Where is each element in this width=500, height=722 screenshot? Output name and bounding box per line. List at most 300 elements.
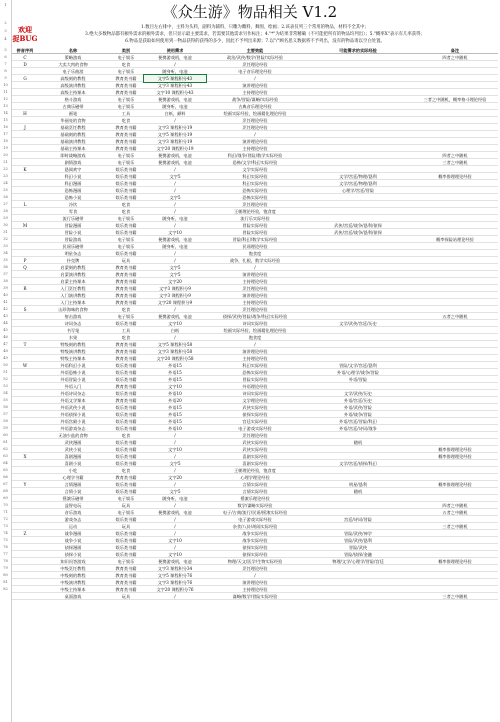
table-cell[interactable]: 桌面游戏: [64, 594, 82, 599]
table-cell[interactable]: 启蒙主持课本: [60, 279, 86, 284]
table-cell[interactable]: 教育类书籍: [115, 265, 137, 270]
table-cell[interactable]: [12, 159, 38, 166]
table-cell[interactable]: 文学理论经验: [242, 398, 268, 403]
table-cell[interactable]: 特级刻的教程: [60, 342, 86, 347]
table-cell[interactable]: /: [174, 188, 176, 193]
table-cell[interactable]: 电子娱乐: [117, 216, 135, 221]
row-number[interactable]: 16: [3, 125, 8, 129]
table-cell[interactable]: [412, 432, 498, 439]
table-cell[interactable]: /: [174, 454, 176, 459]
table-cell[interactable]: 随机: [353, 489, 363, 494]
table-cell[interactable]: [412, 117, 498, 124]
table-cell[interactable]: [304, 341, 412, 348]
table-cell[interactable]: [304, 446, 412, 453]
table-cell[interactable]: 王朝理论经验，饱食度: [234, 468, 276, 473]
table-cell[interactable]: 民谣理论经验: [242, 244, 268, 249]
table-cell[interactable]: 王朝理论经验，饱食度: [234, 209, 276, 214]
table-cell[interactable]: 吃食: [121, 118, 131, 123]
table-cell[interactable]: 心理学/宫廷/冒险: [341, 188, 375, 193]
table-cell[interactable]: 绘画实际经验，绘画精化理论经验: [223, 111, 287, 116]
table-cell[interactable]: 冒险漫画: [64, 223, 82, 228]
table-cell[interactable]: 教育类书籍: [115, 132, 137, 137]
table-cell[interactable]: 摇滚乐理论经验: [240, 496, 270, 501]
table-cell[interactable]: [412, 180, 498, 187]
table-cell[interactable]: [12, 89, 38, 96]
table-cell[interactable]: [12, 565, 38, 572]
row-number[interactable]: 8: [4, 69, 7, 73]
table-cell[interactable]: P: [23, 258, 27, 263]
table-cell[interactable]: [412, 145, 498, 152]
table-cell[interactable]: [304, 138, 412, 145]
table-cell[interactable]: 白纸，颜料: [164, 111, 186, 116]
table-cell[interactable]: 外语15: [168, 363, 182, 368]
table-cell[interactable]: 工具: [121, 328, 131, 333]
table-cell[interactable]: 武侠小说: [64, 447, 82, 452]
table-cell[interactable]: 娱乐类书籍: [115, 545, 137, 550]
row-number[interactable]: 7: [4, 62, 7, 66]
table-cell[interactable]: 概率推理理论经验: [438, 447, 472, 452]
table-cell[interactable]: 喜剧实际经验: [242, 454, 268, 459]
table-cell[interactable]: 娱乐类书籍: [115, 230, 137, 235]
table-cell[interactable]: /: [174, 503, 176, 508]
table-cell[interactable]: M: [22, 223, 28, 228]
table-cell[interactable]: [304, 75, 412, 82]
row-number[interactable]: 23: [3, 174, 8, 178]
table-cell[interactable]: 科幻漫画: [64, 181, 82, 186]
table-cell[interactable]: [12, 180, 38, 187]
table-cell[interactable]: [412, 362, 498, 369]
row-number[interactable]: 43: [3, 314, 8, 318]
table-cell[interactable]: 饱食度: [248, 251, 262, 256]
table-cell[interactable]: 策略游戏: [64, 55, 82, 60]
table-cell[interactable]: 入门演讲教程: [60, 293, 86, 298]
table-cell[interactable]: 侦探漫画: [64, 545, 82, 550]
table-cell[interactable]: 文字5: [169, 489, 181, 494]
table-cell[interactable]: 文字5: [169, 195, 181, 200]
table-cell[interactable]: 绘画实际经验，绘画精化理论经验: [223, 328, 287, 333]
table-cell[interactable]: 电子音乐理论经验: [238, 69, 272, 74]
table-cell[interactable]: 概率推理理论经验: [438, 454, 472, 459]
table-cell[interactable]: 心理学理论经验: [240, 475, 270, 480]
table-cell[interactable]: [412, 460, 498, 467]
table-cell[interactable]: 外语/宫廷/历史: [344, 398, 372, 403]
row-number[interactable]: 78: [3, 559, 8, 563]
table-cell[interactable]: 冒险游戏: [64, 237, 82, 242]
table-cell[interactable]: 书写笔: [66, 328, 80, 333]
table-cell[interactable]: [12, 425, 38, 432]
row-number[interactable]: 47: [3, 342, 8, 346]
table-cell[interactable]: 知识问答游戏: [60, 559, 86, 564]
table-cell[interactable]: 战争实际经验: [242, 531, 268, 536]
table-cell[interactable]: 教育类书籍: [115, 300, 137, 305]
table-cell[interactable]: 科幻/战争/冒险/数学实际经验: [227, 153, 283, 158]
table-cell[interactable]: 扑克牌: [66, 258, 80, 263]
table-cell[interactable]: G: [23, 76, 27, 81]
table-cell[interactable]: 外语武侠小说: [60, 405, 86, 410]
table-cell[interactable]: 外语/武侠/冒险: [344, 405, 372, 410]
table-cell[interactable]: 主持理论经验: [242, 300, 268, 305]
table-cell[interactable]: [412, 271, 498, 278]
table-cell[interactable]: 喜剧小说: [64, 461, 82, 466]
table-cell[interactable]: 武侠漫画: [64, 440, 82, 445]
table-cell[interactable]: 教育类书籍: [115, 566, 137, 571]
table-cell[interactable]: 演讲理论经验: [242, 580, 268, 585]
table-cell[interactable]: [412, 404, 498, 411]
row-number[interactable]: 22: [3, 167, 8, 171]
table-cell[interactable]: 物理/文学/心理学/冒险/宫廷: [332, 559, 384, 564]
table-cell[interactable]: [412, 320, 498, 327]
table-cell[interactable]: 教育类书籍: [115, 146, 137, 151]
table-cell[interactable]: 教育类书籍: [115, 83, 137, 88]
table-cell[interactable]: [412, 327, 498, 334]
table-cell[interactable]: 烹饪理论经验: [242, 566, 268, 571]
table-cell[interactable]: 教育类书籍: [115, 580, 137, 585]
table-cell[interactable]: [412, 208, 498, 215]
row-number[interactable]: 41: [3, 300, 8, 304]
table-cell[interactable]: K: [23, 167, 27, 172]
table-cell[interactable]: 便携游戏机，电池: [158, 55, 192, 60]
table-cell[interactable]: [12, 334, 38, 341]
table-cell[interactable]: [412, 579, 498, 586]
table-cell[interactable]: 外语10: [168, 391, 182, 396]
row-number[interactable]: 55: [3, 398, 8, 402]
table-cell[interactable]: 玩具: [121, 503, 131, 508]
table-cell[interactable]: [12, 187, 38, 194]
table-cell[interactable]: [304, 201, 412, 208]
table-cell[interactable]: 摇滚乐磁带: [62, 496, 84, 501]
table-cell[interactable]: [12, 446, 38, 453]
table-cell[interactable]: [304, 145, 412, 152]
table-cell[interactable]: 文学/宫廷/物理/悬利: [339, 174, 377, 179]
table-cell[interactable]: 烹饪理论经验: [242, 62, 268, 67]
table-cell[interactable]: [12, 411, 38, 418]
table-cell[interactable]: 饱食度: [248, 335, 262, 340]
table-cell[interactable]: 玩具: [121, 524, 131, 529]
table-cell[interactable]: 基础演讲教程: [60, 139, 86, 144]
table-cell[interactable]: 随身听，电池: [162, 216, 188, 221]
table-cell[interactable]: 战争实际经验: [242, 538, 268, 543]
table-cell[interactable]: [12, 544, 38, 551]
table-cell[interactable]: [304, 565, 412, 572]
table-cell[interactable]: 冒险/侦探/金融: [344, 552, 372, 557]
table-cell[interactable]: 教育类书籍: [115, 293, 137, 298]
table-cell[interactable]: 外语15: [168, 419, 182, 424]
table-cell[interactable]: [12, 194, 38, 201]
row-number[interactable]: 57: [3, 412, 8, 416]
table-cell[interactable]: [304, 68, 412, 75]
row-number[interactable]: 11: [3, 90, 8, 94]
table-cell[interactable]: 入门烹饪教程: [60, 286, 86, 291]
row-number[interactable]: 42: [3, 307, 8, 311]
table-cell[interactable]: 主持理论经验: [242, 279, 268, 284]
row-number[interactable]: 21: [3, 160, 8, 164]
table-cell[interactable]: 民谣乐磁带: [62, 244, 84, 249]
table-cell[interactable]: [304, 124, 412, 131]
table-cell[interactable]: [12, 348, 38, 355]
table-cell[interactable]: [12, 68, 38, 75]
table-cell[interactable]: 随身听，电池: [162, 496, 188, 501]
table-cell[interactable]: 文字3 课程积分19: [157, 139, 193, 144]
table-cell[interactable]: 山珍海味的食物: [58, 307, 88, 312]
row-number[interactable]: 38: [3, 279, 8, 283]
table-cell[interactable]: /: [174, 531, 176, 536]
table-cell[interactable]: 演讲理论经验: [242, 293, 268, 298]
col-header[interactable]: 名称: [68, 48, 78, 53]
table-cell[interactable]: 明星杂志: [64, 251, 82, 256]
table-cell[interactable]: /: [174, 307, 176, 312]
table-cell[interactable]: [412, 138, 498, 145]
row-number[interactable]: 2: [4, 21, 7, 25]
table-cell[interactable]: 演讲理论经验: [242, 349, 268, 354]
row-number[interactable]: 27: [3, 202, 8, 206]
table-cell[interactable]: 文字3 课程积分58: [157, 349, 193, 354]
table-cell[interactable]: 外语游戏杂志: [60, 426, 86, 431]
table-cell[interactable]: 宫廷/诗词/冒险: [344, 517, 372, 522]
table-cell[interactable]: /: [174, 223, 176, 228]
row-number[interactable]: 54: [3, 391, 8, 395]
table-cell[interactable]: [12, 236, 38, 243]
table-cell[interactable]: 高级主持课本: [60, 90, 86, 95]
table-cell[interactable]: 古典乐磁带: [62, 104, 84, 109]
table-cell[interactable]: 文字10: [168, 538, 182, 543]
table-cell[interactable]: [412, 187, 498, 194]
table-cell[interactable]: 宫廷实际经验: [242, 419, 268, 424]
table-cell[interactable]: 冒险小说: [64, 230, 82, 235]
table-cell[interactable]: 战争小说: [64, 538, 82, 543]
table-cell[interactable]: [304, 215, 412, 222]
table-cell[interactable]: 水果: [68, 335, 78, 340]
table-cell[interactable]: [12, 313, 38, 320]
table-cell[interactable]: [12, 502, 38, 509]
table-cell[interactable]: 教育类书籍: [115, 286, 137, 291]
table-cell[interactable]: [304, 348, 412, 355]
table-cell[interactable]: 娱乐类书籍: [115, 363, 137, 368]
table-cell[interactable]: 文字20 课程积分19: [156, 146, 194, 151]
table-cell[interactable]: [12, 439, 38, 446]
row-number[interactable]: 40: [3, 293, 8, 297]
table-cell[interactable]: 文字5 课程积分43: [144, 75, 206, 82]
table-cell[interactable]: 小吃: [68, 468, 78, 473]
table-cell[interactable]: 战争，扎根，数学实际经验: [229, 258, 281, 263]
table-cell[interactable]: [12, 509, 38, 516]
table-cell[interactable]: [412, 229, 498, 236]
table-cell[interactable]: 冒险实际经验: [242, 230, 268, 235]
table-cell[interactable]: [304, 502, 412, 509]
row-number[interactable]: 29: [3, 216, 8, 220]
table-cell[interactable]: 娱乐类书籍: [115, 552, 137, 557]
table-cell[interactable]: 高级刻的教程: [60, 76, 86, 81]
table-cell[interactable]: [412, 439, 498, 446]
row-number[interactable]: 56: [3, 405, 8, 409]
col-header[interactable]: 类别: [121, 48, 131, 53]
table-cell[interactable]: /: [174, 524, 176, 529]
table-cell[interactable]: [412, 544, 498, 551]
table-cell[interactable]: R: [23, 286, 27, 291]
row-number[interactable]: 46: [3, 335, 8, 339]
table-cell[interactable]: [412, 411, 498, 418]
table-cell[interactable]: [412, 355, 498, 362]
table-cell[interactable]: 五者之中随机: [442, 314, 468, 319]
row-number[interactable]: 74: [3, 531, 8, 535]
table-cell[interactable]: [12, 173, 38, 180]
table-cell[interactable]: 启蒙演讲教程: [60, 272, 86, 277]
table-cell[interactable]: [304, 257, 412, 264]
table-cell[interactable]: 古典音乐理论经验: [238, 104, 272, 109]
table-cell[interactable]: 吃食: [121, 202, 131, 207]
row-number[interactable]: 49: [3, 356, 8, 360]
row-number[interactable]: 20: [3, 153, 8, 157]
row-number[interactable]: 17: [3, 132, 8, 136]
table-cell[interactable]: [12, 397, 38, 404]
table-cell[interactable]: [304, 194, 412, 201]
table-cell[interactable]: [412, 516, 498, 523]
table-cell[interactable]: 恐怖小说: [64, 195, 82, 200]
table-cell[interactable]: 外语10: [168, 426, 182, 431]
table-cell[interactable]: 特级演讲教程: [60, 349, 86, 354]
table-cell[interactable]: 电子游戏实际经验: [238, 426, 272, 431]
table-cell[interactable]: 娱乐类书籍: [115, 412, 137, 417]
table-cell[interactable]: [412, 334, 498, 341]
table-cell[interactable]: [304, 54, 412, 61]
table-cell[interactable]: 主持理论经验: [242, 356, 268, 361]
table-cell[interactable]: 主持理论经验: [242, 90, 268, 95]
table-cell[interactable]: [12, 404, 38, 411]
table-cell[interactable]: [304, 299, 412, 306]
table-cell[interactable]: 娱乐类书籍: [115, 489, 137, 494]
table-cell[interactable]: [304, 278, 412, 285]
table-cell[interactable]: 益智电玩: [64, 503, 82, 508]
table-cell[interactable]: [412, 250, 498, 257]
table-cell[interactable]: 便携游戏机，电池: [158, 559, 192, 564]
table-cell[interactable]: [412, 474, 498, 481]
table-cell[interactable]: 侦探实际经验: [242, 412, 268, 417]
table-cell[interactable]: 文字5: [169, 174, 181, 179]
table-cell[interactable]: 科幻实际经验: [242, 181, 268, 186]
table-cell[interactable]: 玩具: [121, 258, 131, 263]
row-number[interactable]: 75: [3, 538, 8, 542]
table-cell[interactable]: [304, 327, 412, 334]
table-cell[interactable]: 烹饪理论经验: [242, 118, 268, 123]
row-number[interactable]: 26: [3, 195, 8, 199]
table-cell[interactable]: 外语理论经验: [242, 384, 268, 389]
table-cell[interactable]: 电子/古典/流行/民谣/摇滚实际经验: [222, 510, 288, 515]
table-cell[interactable]: [412, 222, 498, 229]
table-cell[interactable]: 娱乐类书籍: [115, 181, 137, 186]
table-cell[interactable]: [12, 474, 38, 481]
table-cell[interactable]: 大卖大肉的食物: [58, 62, 88, 67]
table-cell[interactable]: 电子乐曲游: [62, 69, 84, 74]
table-cell[interactable]: 外语/心理学/战争/冒险: [337, 370, 379, 375]
row-number[interactable]: 35: [3, 258, 8, 262]
table-cell[interactable]: [304, 208, 412, 215]
table-cell[interactable]: 恐怖实际经验: [242, 188, 268, 193]
table-cell[interactable]: 电子娱乐: [117, 97, 135, 102]
table-cell[interactable]: 零食: [68, 209, 78, 214]
table-cell[interactable]: [412, 68, 498, 75]
table-cell[interactable]: 喜剧实际经验: [242, 461, 268, 466]
row-number[interactable]: 66: [3, 475, 8, 479]
table-cell[interactable]: 游戏杂志: [64, 517, 82, 522]
table-cell[interactable]: 外语15: [168, 370, 182, 375]
table-cell[interactable]: /: [174, 594, 176, 599]
table-cell[interactable]: 文字5 课程积分58: [157, 342, 193, 347]
table-cell[interactable]: 武侠实际经验: [242, 447, 268, 452]
table-cell[interactable]: [12, 551, 38, 558]
table-cell[interactable]: /: [174, 202, 176, 207]
table-cell[interactable]: 教育类书籍: [115, 384, 137, 389]
table-cell[interactable]: /: [174, 433, 176, 438]
table-cell[interactable]: 文字3 课程积分34: [157, 566, 193, 571]
table-cell[interactable]: /: [174, 209, 176, 214]
table-cell[interactable]: 教育类书籍: [115, 139, 137, 144]
table-cell[interactable]: [412, 103, 498, 110]
table-cell[interactable]: 文学/武侠/历史: [344, 391, 372, 396]
table-cell[interactable]: 烹饪理论经验: [242, 307, 268, 312]
row-number[interactable]: 4: [4, 37, 7, 41]
table-cell[interactable]: 烹饪理论经验: [242, 202, 268, 207]
row-number[interactable]: 24: [3, 181, 8, 185]
table-cell[interactable]: 教育类书籍: [115, 342, 137, 347]
table-cell[interactable]: 概率推理理论经验: [438, 482, 472, 487]
row-number[interactable]: 30: [3, 223, 8, 227]
table-cell[interactable]: 悬阅欢字: [64, 167, 82, 172]
table-cell[interactable]: [412, 194, 498, 201]
table-cell[interactable]: 烹饪理论经验: [242, 125, 268, 130]
table-cell[interactable]: 高级演讲教程: [60, 83, 86, 88]
table-cell[interactable]: 娱乐类书籍: [115, 531, 137, 536]
table-cell[interactable]: [304, 110, 412, 117]
table-cell[interactable]: 外语科幻小说: [60, 363, 86, 368]
table-cell[interactable]: /: [174, 258, 176, 263]
table-cell[interactable]: /: [174, 167, 176, 172]
table-cell[interactable]: [304, 152, 412, 159]
row-number[interactable]: 36: [3, 265, 8, 269]
table-cell[interactable]: 武侠/宫廷/战争/悬利/侦探: [334, 230, 382, 235]
table-cell[interactable]: 画笔: [68, 111, 78, 116]
table-cell[interactable]: 流行乐磁带: [62, 216, 84, 221]
table-cell[interactable]: [412, 61, 498, 68]
table-cell[interactable]: 外语侦探小说: [60, 412, 86, 417]
table-cell[interactable]: 文字20: [168, 279, 182, 284]
table-cell[interactable]: 娱乐类书籍: [115, 538, 137, 543]
table-cell[interactable]: [12, 390, 38, 397]
table-cell[interactable]: 娱乐类书籍: [115, 517, 137, 522]
table-cell[interactable]: 四者之中随机: [442, 153, 468, 158]
table-cell[interactable]: 娱乐类书籍: [115, 195, 137, 200]
table-cell[interactable]: [12, 579, 38, 586]
table-cell[interactable]: 文字10: [168, 321, 182, 326]
table-cell[interactable]: /: [254, 265, 256, 270]
table-cell[interactable]: 言情实际经验: [242, 482, 268, 487]
table-cell[interactable]: D: [23, 62, 27, 67]
table-cell[interactable]: [412, 306, 498, 313]
col-header[interactable]: 备注: [450, 48, 460, 53]
table-cell[interactable]: 文字3 课程积分43: [157, 83, 193, 88]
table-cell[interactable]: 娱乐类书籍: [115, 440, 137, 445]
table-cell[interactable]: [412, 257, 498, 264]
table-cell[interactable]: [304, 495, 412, 502]
table-cell[interactable]: 外语文学课本: [60, 398, 86, 403]
table-cell[interactable]: 工具: [121, 111, 131, 116]
table-cell[interactable]: 冒险实际经验: [242, 377, 268, 382]
table-cell[interactable]: [12, 117, 38, 124]
table-cell[interactable]: 言情漫画: [64, 482, 82, 487]
table-cell[interactable]: Z: [23, 531, 27, 536]
table-cell[interactable]: 概率推理理论经验: [438, 174, 472, 179]
table-cell[interactable]: [304, 159, 412, 166]
table-cell[interactable]: [412, 551, 498, 558]
table-cell[interactable]: [304, 579, 412, 586]
